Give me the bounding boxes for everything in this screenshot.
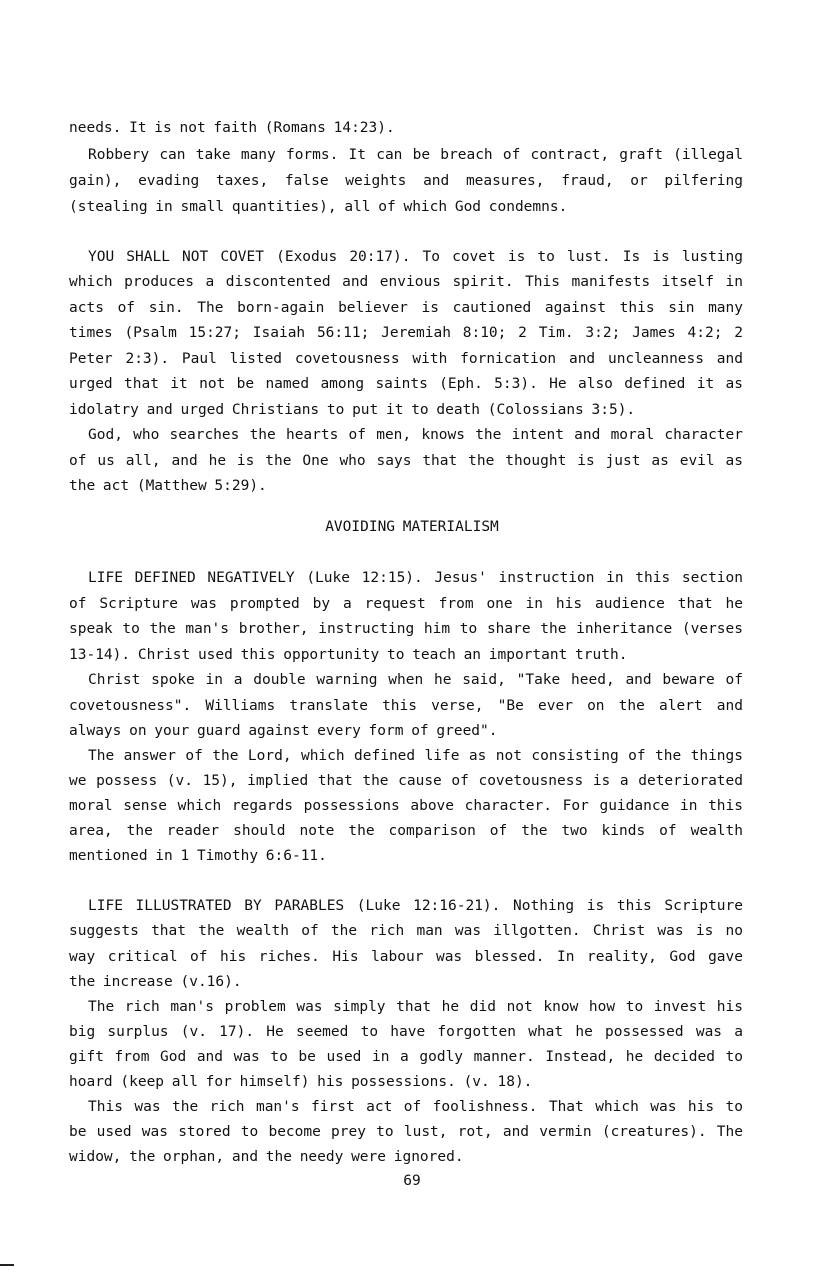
section-lead: LIFE ILLUSTRATED BY PARABLES (Luke 12:16-21). Nothing is this Scripture <box>88 898 743 914</box>
text-line: acts of sin. The born-again believer is cautioned against this sin many <box>69 300 743 316</box>
section-heading: AVOIDING MATERIALISM <box>325 519 499 535</box>
text-line: (stealing in small quantities), all of which God condemns. <box>69 199 568 215</box>
text-line: big surplus (v. 17). He seemed to have forgotten what he possessed was a <box>69 1024 743 1040</box>
text-line: The answer of the Lord, which defined life as not consisting of the things <box>88 748 743 764</box>
text-line: way critical of his riches. His labour was blessed. In reality, God gave <box>69 949 743 965</box>
text-line: moral sense which regards possessions above character. For guidance in this <box>69 798 743 814</box>
page-number: 69 <box>403 1173 421 1189</box>
text-line: gift from God and was to be used in a godly manner. Instead, he decided to <box>69 1049 743 1065</box>
text-line: the increase (v.16). <box>69 974 242 990</box>
text-line: urged that it not be named among saints (Eph. 5:3). He also defined it as <box>69 376 743 392</box>
text-line: idolatry and urged Christians to put it to death (Colossians 3:5). <box>69 402 636 418</box>
text-line: which produces a discontented and envious spirit. This manifests itself in <box>69 274 743 290</box>
text-line: the act (Matthew 5:29). <box>69 478 267 494</box>
section-lead: YOU SHALL NOT COVET (Exodus 20:17). To covet is to lust. Is is lusting <box>88 249 743 265</box>
text-line: 13-14). Christ used this opportunity to teach an important truth. <box>69 647 628 663</box>
text-line: Peter 2:3). Paul listed covetousness with fornication and uncleanness and <box>69 351 743 367</box>
text-line: mentioned in 1 Timothy 6:6-11. <box>69 848 327 864</box>
text-line: The rich man's problem was simply that he did not know how to invest his <box>88 999 743 1015</box>
text-line: be used was stored to become prey to lust, rot, and vermin (creatures). The <box>69 1124 743 1140</box>
text-line: Christ spoke in a double warning when he said, "Take heed, and beware of <box>88 672 743 688</box>
text-line: gain), evading taxes, false weights and measures, fraud, or pilfering <box>69 173 743 189</box>
text-line: always on your guard against every form of greed". <box>69 723 498 739</box>
text-line: speak to the man's brother, instructing him to share the inheritance (verses <box>69 621 743 637</box>
text-line: God, who searches the hearts of men, knows the intent and moral character <box>88 427 743 443</box>
text-line: covetousness". Williams translate this verse, "Be ever on the alert and <box>69 698 743 714</box>
scan-edge-mark <box>0 1264 14 1266</box>
text-line: hoard (keep all for himself) his possessions. (v. 18). <box>69 1074 533 1090</box>
text-line: widow, the orphan, and the needy were ignored. <box>69 1149 464 1165</box>
section-lead: LIFE DEFINED NEGATIVELY (Luke 12:15). Jesus' instruction in this section <box>88 570 743 586</box>
text-line: of Scripture was prompted by a request from one in his audience that he <box>69 596 743 612</box>
text-line: suggests that the wealth of the rich man was illgotten. Christ was is no <box>69 923 743 939</box>
text-line: we possess (v. 15), implied that the cause of covetousness is a deteriorated <box>69 773 743 789</box>
text-line: of us all, and he is the One who says that the thought is just as evil as <box>69 453 743 469</box>
text-line: This was the rich man's first act of foolishness. That which was his to <box>88 1099 743 1115</box>
text-line: Robbery can take many forms. It can be breach of contract, graft (illegal <box>88 147 743 163</box>
text-line: needs. It is not faith (Romans 14:23). <box>69 120 395 136</box>
text-line: times (Psalm 15:27; Isaiah 56:11; Jeremiah 8:10; 2 Tim. 3:2; James 4:2; 2 <box>69 325 743 341</box>
text-line: area, the reader should note the comparison of the two kinds of wealth <box>69 823 743 839</box>
